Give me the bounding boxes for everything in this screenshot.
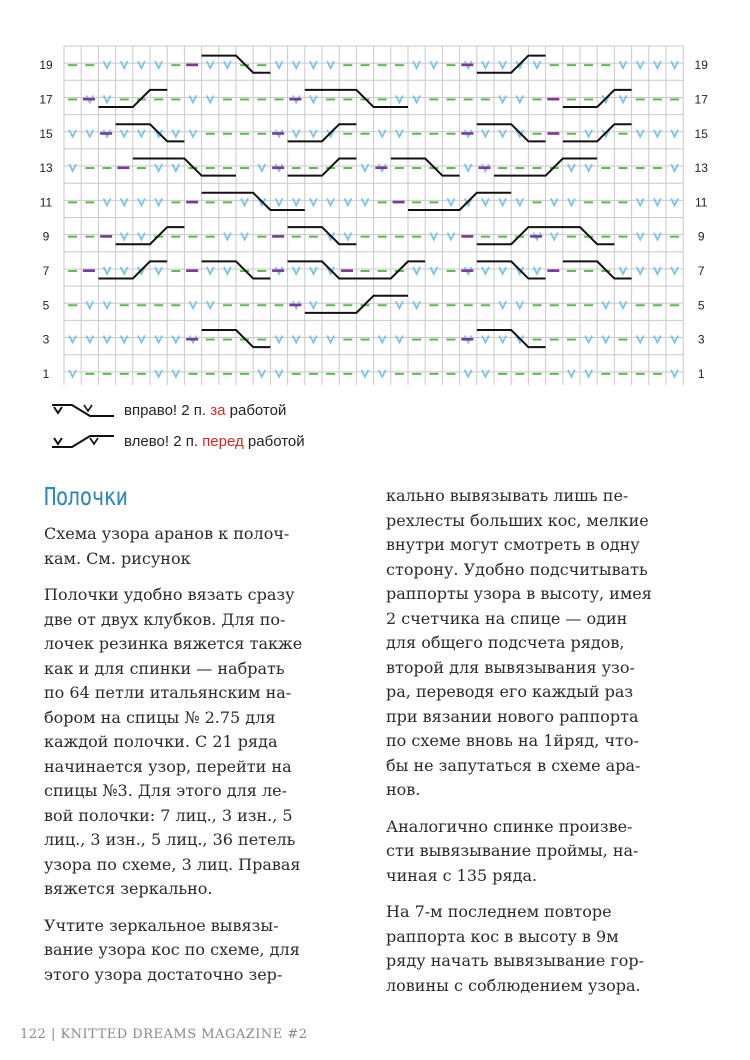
paragraph: кально вывязывать лишь пе- рехлесты больших кос, мелкие внутри могут смотреть в одну сторону. Удобно подсчитывать раппорты узора в высоту, имея 2 счетчика на спице — один для общего подсчета рядов, второй для вывязывания узо- ра, переводя его каждый раз при вязании нового раппорта по схеме вновь на 1йряд, что- бы не запутаться в схеме ара- нов. (386, 486, 652, 799)
purl-stitch (482, 198, 489, 205)
purl-stitch (241, 233, 248, 240)
purl-stitch (516, 301, 523, 308)
purl-stitch (620, 61, 627, 68)
purl-stitch (293, 336, 300, 343)
purl-stitch (327, 336, 334, 343)
row-label: 3 (697, 332, 705, 347)
purl-stitch (671, 198, 678, 205)
purl-stitch (138, 61, 145, 68)
purl-stitch (602, 301, 609, 308)
purl-stitch (482, 267, 489, 274)
purl-stitch (413, 61, 420, 68)
purl-stitch (155, 61, 162, 68)
legend-left-text: влево! 2 п. перед работой (124, 432, 305, 450)
row-label: 5 (697, 298, 705, 313)
purl-stitch (310, 95, 317, 102)
purl-stitch (379, 336, 386, 343)
purl-stitch (482, 370, 489, 377)
purl-stitch (207, 301, 214, 308)
purl-stitch (620, 95, 627, 102)
purl-stitch (86, 130, 93, 137)
purl-stitch (430, 267, 437, 274)
purl-stitch (654, 198, 661, 205)
row-label: 7 (697, 263, 705, 278)
purl-stitch (104, 61, 111, 68)
purl-stitch (499, 61, 506, 68)
purl-stitch (190, 301, 197, 308)
purl-stitch (482, 336, 489, 343)
purl-stitch (86, 301, 93, 308)
purl-stitch (654, 267, 661, 274)
purl-stitch (637, 267, 644, 274)
purl-stitch (620, 267, 627, 274)
purl-stitch (671, 130, 678, 137)
purl-stitch (121, 130, 128, 137)
page-footer: 122 | KNITTED DREAMS MAGAZINE #2 (20, 1027, 308, 1042)
purl-stitch (499, 130, 506, 137)
row-label: 1 (697, 366, 705, 381)
row-label: 9 (697, 229, 705, 244)
row-label: 15 (39, 126, 53, 141)
purl-stitch (310, 130, 317, 137)
purl-stitch (293, 198, 300, 205)
purl-stitch (585, 164, 592, 171)
row-label: 11 (694, 195, 708, 210)
purl-stitch (534, 61, 541, 68)
purl-stitch (172, 130, 179, 137)
legend-right-cross (50, 398, 286, 422)
purl-stitch (327, 198, 334, 205)
purl-stitch (671, 267, 678, 274)
purl-stitch (104, 95, 111, 102)
purl-stitch (585, 336, 592, 343)
purl-stitch (482, 130, 489, 137)
row-label: 9 (42, 229, 50, 244)
purl-stitch (241, 198, 248, 205)
purl-stitch (637, 130, 644, 137)
purl-stitch (534, 267, 541, 274)
purl-stitch (568, 164, 575, 171)
purl-stitch (620, 301, 627, 308)
purl-stitch (671, 370, 678, 377)
purl-stitch (396, 130, 403, 137)
paragraph: На 7-м последнем повторе раппорта кос в высоту в 9м ряду начать вывязывание гор- ловины с соблюдением узора. (386, 902, 645, 995)
purl-stitch (362, 198, 369, 205)
purl-stitch (172, 370, 179, 377)
purl-stitch (293, 267, 300, 274)
purl-stitch (499, 95, 506, 102)
purl-stitch (344, 198, 351, 205)
purl-stitch (585, 370, 592, 377)
purl-stitch (276, 370, 283, 377)
purl-stitch (104, 267, 111, 274)
purl-stitch (327, 61, 334, 68)
purl-stitch (138, 130, 145, 137)
purl-stitch (310, 301, 317, 308)
purl-stitch (276, 61, 283, 68)
purl-stitch (258, 164, 265, 171)
purl-stitch (396, 336, 403, 343)
purl-stitch (671, 61, 678, 68)
right-cross-icon (50, 399, 116, 421)
purl-stitch (172, 336, 179, 343)
purl-stitch (224, 267, 231, 274)
row-label: 19 (39, 58, 53, 73)
purl-stitch (413, 267, 420, 274)
purl-stitch (276, 198, 283, 205)
row-label: 17 (694, 92, 708, 107)
purl-stitch (516, 95, 523, 102)
purl-stitch (568, 198, 575, 205)
paragraph: Полочки удобно вязать сразу две от двух клубков. Для по- лочек резинка вяжется также как и для спинки — набрать по 64 петли итальянским на- бором на спицы № 2.75 для каждой полочки. С 21 ряда начинается узор, перейти на спицы №3. Для этого для ле- вой полочки: 7 лиц., 3 изн., 5 лиц., 3 изн., 5 лиц., 36 петель узора по схеме, 3 лиц. Правая вяжется зеркально. (44, 585, 303, 898)
row-label: 1 (42, 366, 50, 381)
purl-stitch (207, 61, 214, 68)
purl-stitch (155, 267, 162, 274)
paragraph: Учтите зеркальное вывязы- вание узора кос по схеме, для этого узора достаточно зер- (44, 915, 300, 984)
purl-stitch (155, 164, 162, 171)
purl-stitch (482, 61, 489, 68)
purl-stitch (155, 370, 162, 377)
purl-stitch (69, 336, 76, 343)
row-label: 17 (39, 92, 53, 107)
purl-stitch (637, 233, 644, 240)
purl-stitch (671, 164, 678, 171)
purl-stitch (310, 267, 317, 274)
purl-stitch (224, 233, 231, 240)
purl-stitch (207, 267, 214, 274)
purl-stitch (344, 233, 351, 240)
purl-stitch (396, 301, 403, 308)
purl-stitch (155, 336, 162, 343)
purl-stitch (69, 370, 76, 377)
purl-stitch (637, 336, 644, 343)
purl-stitch (155, 198, 162, 205)
row-label: 11 (39, 195, 53, 210)
purl-stitch (465, 164, 472, 171)
purl-stitch (69, 164, 76, 171)
purl-stitch (430, 233, 437, 240)
purl-stitch (276, 336, 283, 343)
purl-stitch (448, 233, 455, 240)
purl-stitch (121, 198, 128, 205)
purl-stitch (654, 61, 661, 68)
row-label: 3 (42, 332, 50, 347)
purl-stitch (413, 301, 420, 308)
section-heading: Полочки (44, 482, 128, 511)
purl-stitch (293, 130, 300, 137)
purl-stitch (379, 130, 386, 137)
purl-stitch (637, 198, 644, 205)
purl-stitch (104, 336, 111, 343)
row-label: 7 (42, 263, 50, 278)
purl-stitch (499, 301, 506, 308)
purl-stitch (310, 198, 317, 205)
knitting-chart-grid (28, 40, 722, 385)
purl-stitch (310, 61, 317, 68)
purl-stitch (121, 61, 128, 68)
purl-stitch (86, 336, 93, 343)
row-label: 13 (39, 161, 53, 176)
purl-stitch (551, 198, 558, 205)
purl-stitch (310, 336, 317, 343)
knitting-chart (28, 40, 722, 385)
purl-stitch (551, 233, 558, 240)
purl-stitch (448, 198, 455, 205)
purl-stitch (121, 267, 128, 274)
purl-stitch (654, 233, 661, 240)
row-label: 5 (42, 298, 50, 313)
purl-stitch (138, 198, 145, 205)
purl-stitch (413, 95, 420, 102)
purl-stitch (568, 370, 575, 377)
purl-stitch (138, 233, 145, 240)
purl-stitch (258, 370, 265, 377)
purl-stitch (379, 370, 386, 377)
purl-stitch (602, 336, 609, 343)
purl-stitch (499, 267, 506, 274)
legend-right-text: вправо! 2 п. за работой (124, 401, 287, 419)
purl-stitch (430, 61, 437, 68)
text-column-left (44, 522, 352, 999)
paragraph: Аналогично спинке произве- сти вывязывание проймы, на- чиная с 135 ряда. (386, 816, 639, 885)
row-label: 15 (694, 126, 708, 141)
text-column-right (386, 484, 694, 1010)
row-label: 19 (694, 58, 708, 73)
purl-stitch (671, 336, 678, 343)
purl-stitch (104, 301, 111, 308)
purl-stitch (362, 370, 369, 377)
legend-left-cross (50, 429, 305, 453)
purl-stitch (396, 95, 403, 102)
purl-stitch (654, 130, 661, 137)
purl-stitch (465, 370, 472, 377)
purl-stitch (224, 61, 231, 68)
paragraph: Схема узора аранов к полоч- кам. См. рисунок (44, 524, 290, 568)
purl-stitch (654, 336, 661, 343)
left-cross-icon (50, 430, 116, 452)
purl-stitch (207, 95, 214, 102)
purl-stitch (121, 336, 128, 343)
purl-stitch (121, 233, 128, 240)
purl-stitch (499, 336, 506, 343)
purl-stitch (172, 164, 179, 171)
row-label: 13 (694, 161, 708, 176)
purl-stitch (585, 130, 592, 137)
purl-stitch (104, 198, 111, 205)
purl-stitch (516, 198, 523, 205)
purl-stitch (637, 61, 644, 68)
purl-stitch (293, 61, 300, 68)
purl-stitch (69, 130, 76, 137)
purl-stitch (138, 336, 145, 343)
purl-stitch (190, 95, 197, 102)
purl-stitch (499, 198, 506, 205)
purl-stitch (190, 130, 197, 137)
purl-stitch (362, 164, 369, 171)
